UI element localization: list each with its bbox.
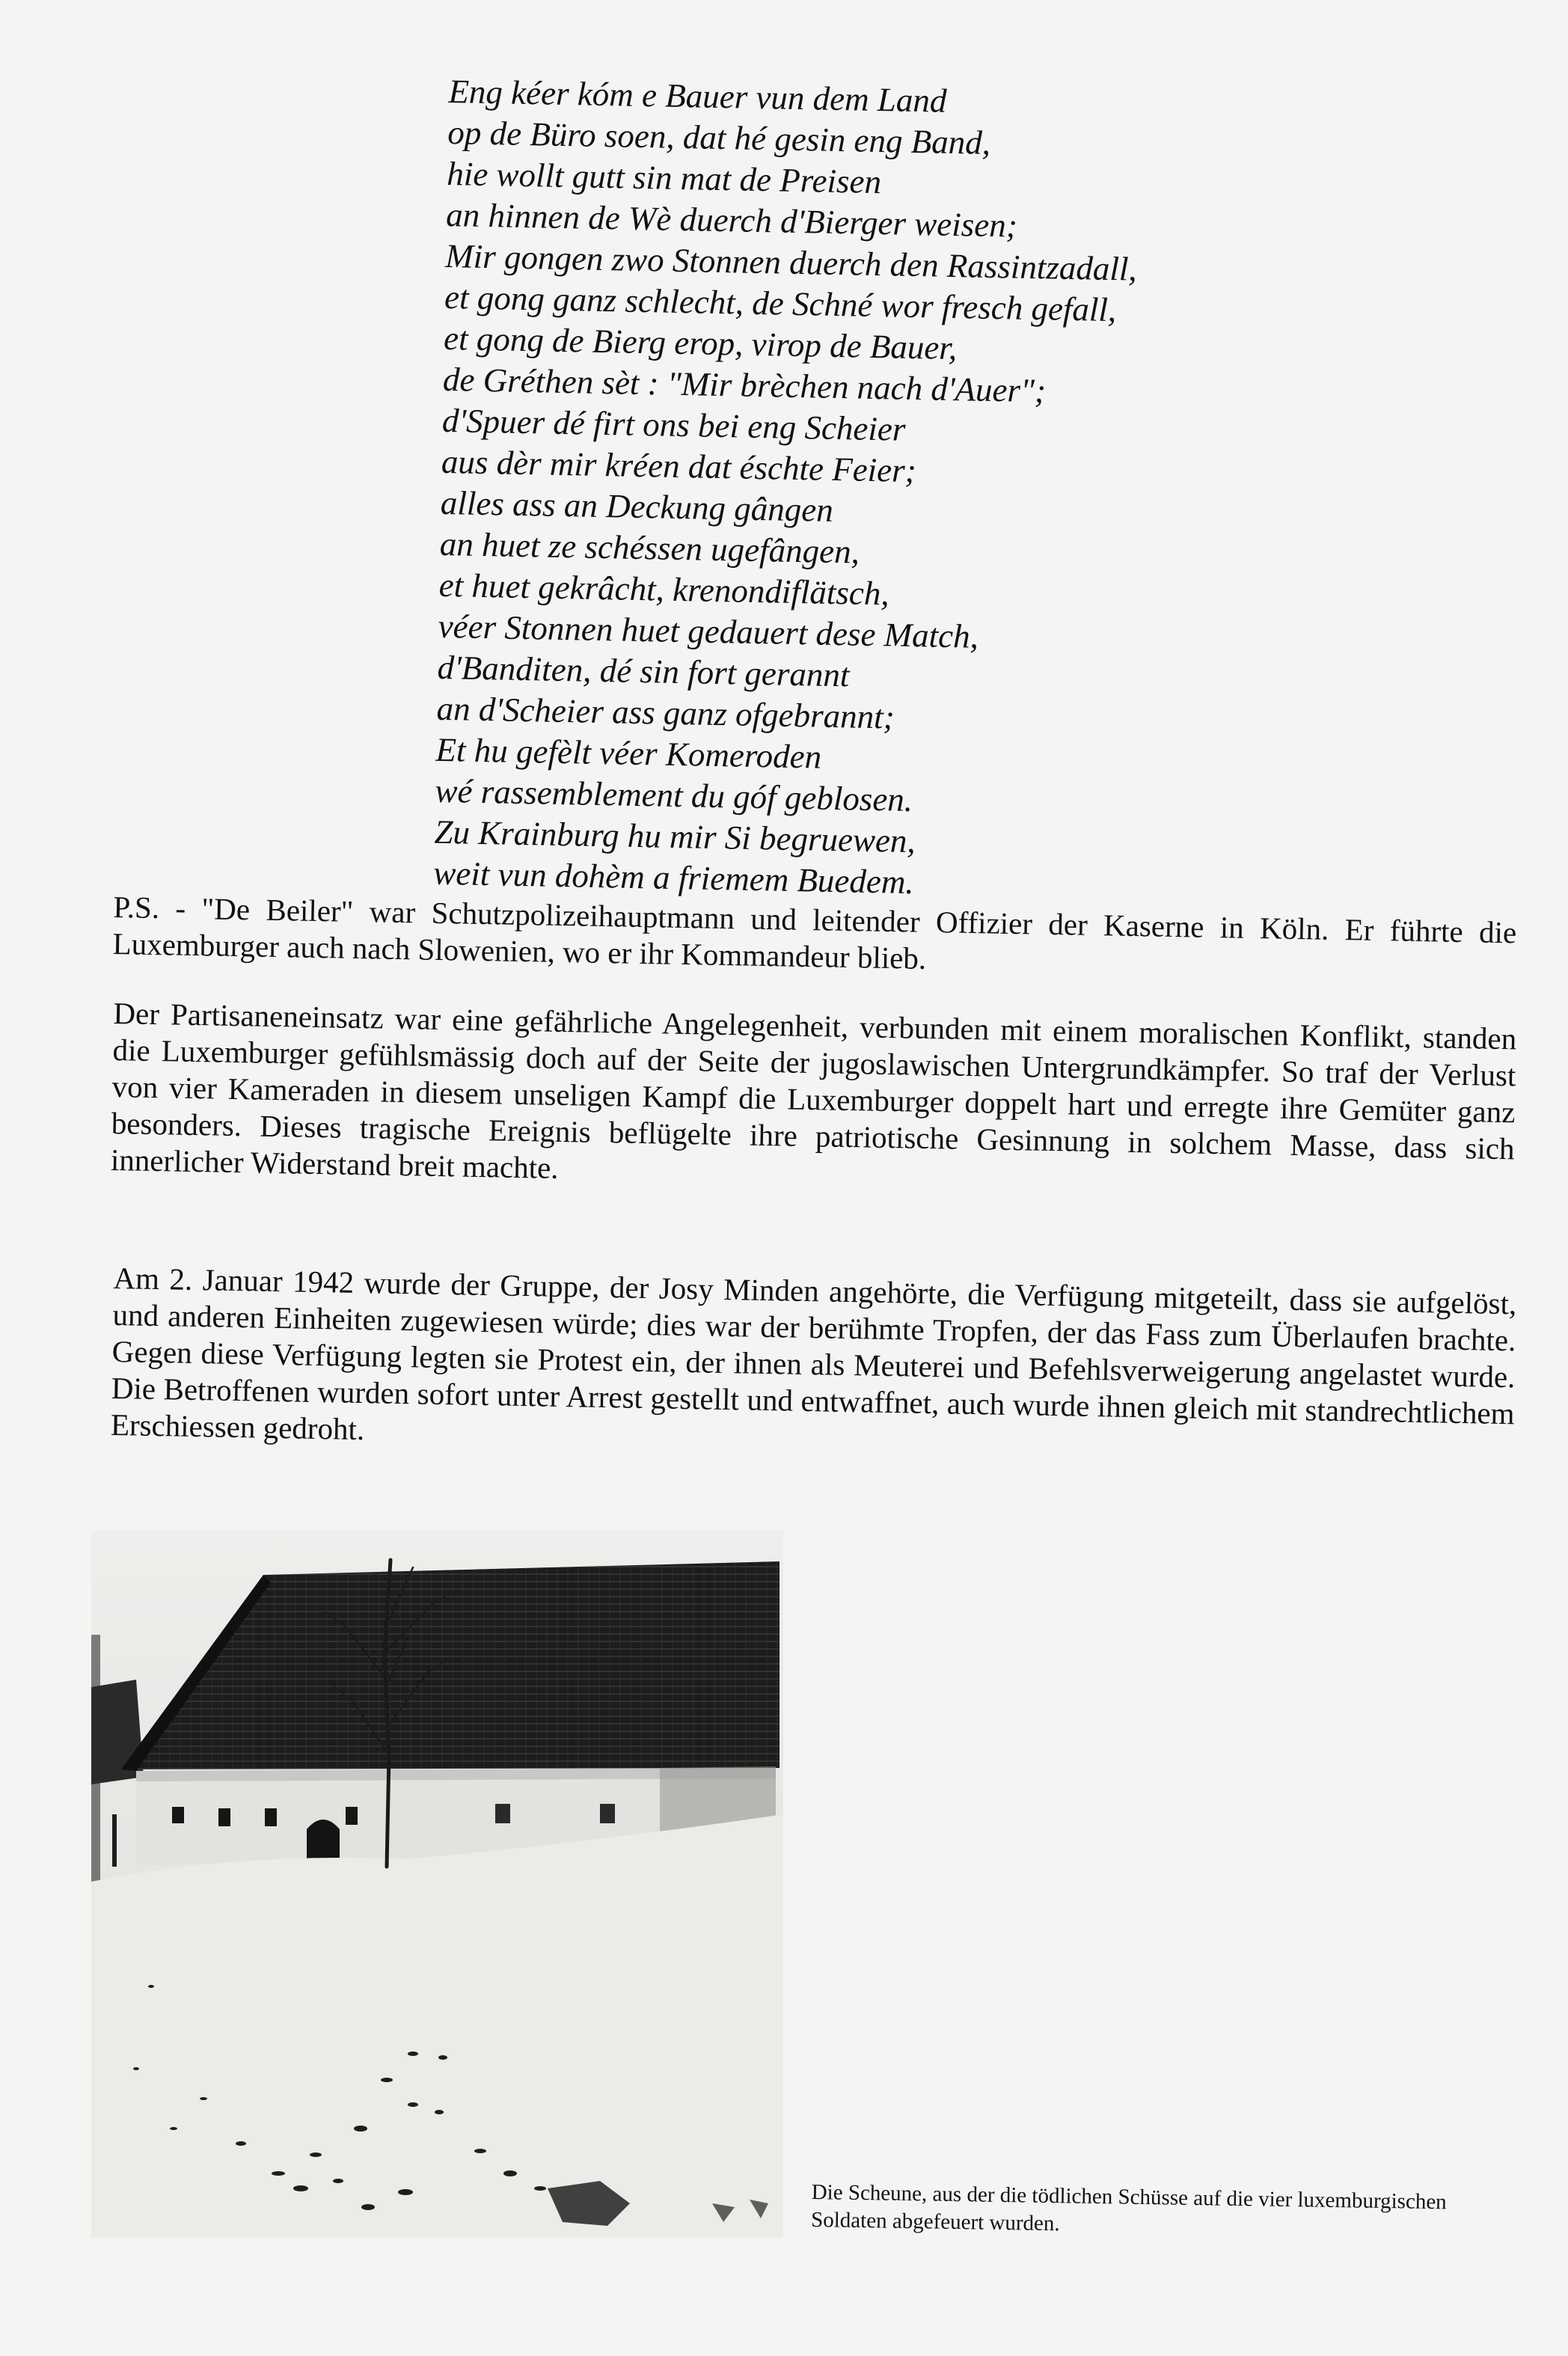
poem-line: Zu Krainburg hu mir Si begruewen,	[433, 813, 916, 860]
postscript-paragraph: P.S. - "De Beiler" war Schutzpolizeihauptmann und leitender Offizier der Kaserne in Köln. Er führte die Luxemburger auch nach Slowenien, wo er ihr Kommandeur blieb.	[112, 889, 1517, 976]
poem-line: et gong ganz schlecht, de Schné wor fresch gefall,	[444, 278, 1117, 329]
body-paragraph-2: Am 2. Januar 1942 wurde der Gruppe, der Josy Minden angehörte, die Verfügung mitgeteilt, dass sie aufgelöst, und anderen Einheiten zugewiesen würde; dies war der berühmte Tropfen, der das Fass zum Überlaufen brachte. Gegen diese Verfügung legten sie Protest ein, der ihnen als Meuterei und Befehlsverweigerung angelastet wurde. Die Betroffenen wurden sofort unter Arrest gestellt und entwaffnet, auch wurde ihnen gleich mit standrechtlichem Erschiessen gedroht.	[110, 1260, 1517, 1447]
poem-line: weit vun dohèm a friemem Buedem.	[432, 854, 915, 902]
poem-line: de Gréthen sèt : "Mir brèchen nach d'Auer";	[442, 360, 1047, 410]
poem-line: Eng kéer kóm e Bauer vun dem Land	[448, 72, 947, 120]
poem-line: an d'Scheier ass ganz ofgebrannt;	[436, 689, 895, 736]
poem-line: et gong de Bierg erop, virop de Bauer,	[443, 319, 958, 367]
poem-line: aus dèr mir kréen dat éschte Feier;	[441, 442, 917, 490]
photo-caption: Die Scheune, aus der die tödlichen Schüsse auf die vier luxemburgischen Soldaten abgefeuert wurden.	[810, 2179, 1447, 2236]
poem-line: op de Büro soen, dat hé gesin eng Band,	[447, 113, 991, 162]
poem-line: Et hu gefèlt véer Komeroden	[435, 730, 822, 776]
poem	[433, 71, 1332, 911]
barn-photo	[91, 1530, 783, 2237]
poem-line: hie wollt gutt sin mat de Preisen	[446, 154, 882, 201]
poem-line: Mir gongen zwo Stonnen duerch den Rassintzadall,	[444, 236, 1138, 288]
poem-line: alles ass an Deckung gângen	[440, 483, 834, 529]
poem-line: d'Banditen, dé sin fort gerannt	[437, 648, 850, 694]
poem-line: wé rassemblement du góf geblosen.	[435, 771, 913, 819]
poem-line: et huet gekrâcht, krenondiflätsch,	[438, 566, 890, 613]
poem-line: d'Spuer dé firt ons bei eng Scheier	[441, 401, 906, 448]
poem-line: an huet ze schéssen ugefângen,	[439, 524, 860, 571]
poem-line: véer Stonnen huet gedauert dese Match,	[438, 607, 979, 655]
poem-line: an hinnen de Wè duerch d'Bierger weisen;	[445, 195, 1018, 245]
body-paragraph-1: Der Partisaneneinsatz war eine gefährliche Angelegenheit, verbunden mit einem moralischen Konflikt, standen die Luxemburger gefühlsmässig doch auf der Seite der jugoslawischen Untergrundkämpfer. So traf der Verlust von vier Kameraden in diesem unseligen Kampf die Luxemburger doppelt hart und erregte ihre Gemüter ganz besonders. Dieses tragische Ereignis beflügelte ihre patriotische Gesinnung in solchem Masse, dass sich innerlicher Widerstand breit machte.	[110, 995, 1517, 1185]
